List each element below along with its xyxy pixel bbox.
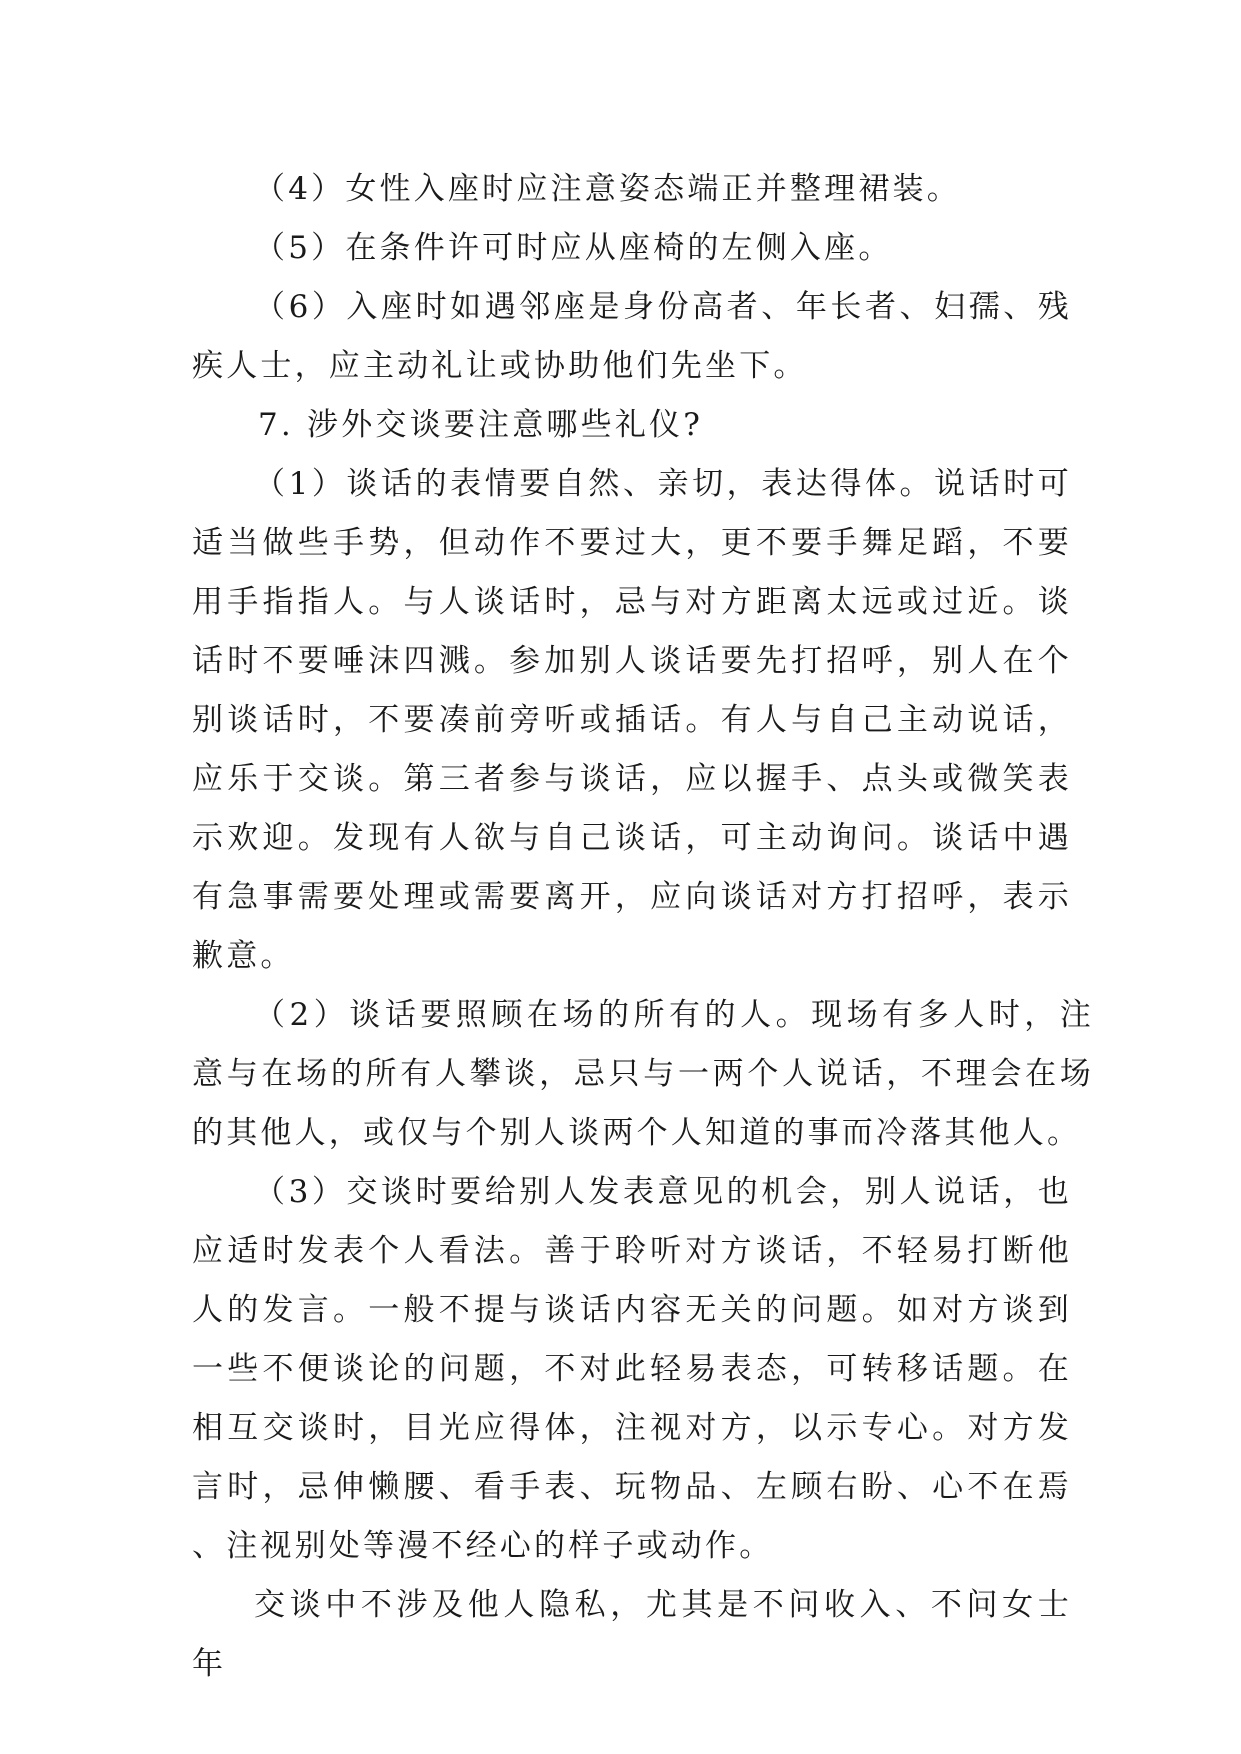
paragraph-conversation-listening: （3）交谈时要给别人发表意见的机会，别人说话，也应适时发表个人看法。善于聆听对方谈话，不轻易打断他人的发言。一般不提与谈话内容无关的问题。如对方谈到一些不便谈论的问题，不对此轻易表态，可转移话题。在相互交谈时，目光应得体，注视对方，以示专心。对方发言时，忌伸懒腰、看手表、玩物品、左顾右盼、心不在焉、注视别处等漫不经心的样子或动作。 <box>192 1174 1072 1564</box>
paragraph-conversation-privacy: 交谈中不涉及他人隐私，尤其是不问收入、不问女士年 <box>192 1587 1072 1682</box>
body-text <box>192 160 1094 1694</box>
paragraph-seating-women: （4）女性入座时应注意姿态端正并整理裙装。 <box>254 171 961 207</box>
section-heading-conversation-etiquette: 7. 涉外交谈要注意哪些礼仪? <box>258 407 704 443</box>
paragraph-seating-left-side: （5）在条件许可时应从座椅的左侧入座。 <box>254 230 893 266</box>
paragraph-conversation-expression: （1）谈话的表情要自然、亲切，表达得体。说话时可适当做些手势，但动作不要过大，更不要手舞足蹈，不要用手指指人。与人谈话时，忌与对方距离太远或过近。谈话时不要唾沫四溅。参加别人谈话要先打招呼，别人在个别谈话时，不要凑前旁听或插话。有人与自己主动说话，应乐于交谈。第三者参与谈话，应以握手、点头或微笑表示欢迎。发现有人欲与自己谈话，可主动询问。谈话中遇有急事需要处理或需要离开，应向谈话对方打招呼，表示歉意。 <box>192 466 1072 974</box>
paragraph-conversation-everyone: （2）谈话要照顾在场的所有的人。现场有多人时，注意与在场的所有人攀谈，忌只与一两个人说话，不理会在场的其他人，或仅与个别人谈两个人知道的事而冷落其他人。 <box>192 997 1094 1151</box>
paragraph-seating-courtesy: （6）入座时如遇邻座是身份高者、年长者、妇孺、残疾人士，应主动礼让或协助他们先坐下。 <box>192 289 1072 384</box>
